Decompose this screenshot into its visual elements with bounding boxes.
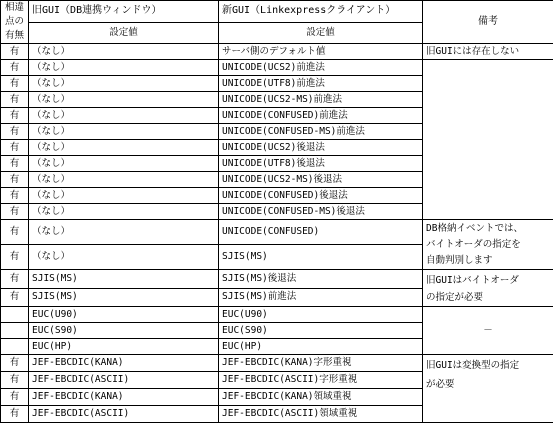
remark-line: バイトオーダの指定を (426, 237, 553, 253)
diff-cell: 有 (1, 406, 29, 423)
new-value-cell: UNICODE(CONFUSED-MS)前進法 (219, 124, 423, 140)
remark-cell: 旧GUIには存在しない (423, 44, 553, 60)
new-value-cell: UNICODE(CONFUSED)後退法 (219, 188, 423, 204)
diff-cell: 有 (1, 140, 29, 156)
new-value-cell: UNICODE(UTF8)後退法 (219, 156, 423, 172)
new-value-cell: UNICODE(UCS2)後退法 (219, 140, 423, 156)
remarks-header: 備考 (423, 1, 553, 44)
old-value-cell: （なし） (29, 76, 219, 92)
table-row (1, 270, 553, 289)
header-row (1, 1, 553, 23)
diff-cell: 有 (1, 245, 29, 270)
new-setting-header: 設定値 (219, 22, 423, 44)
old-value-cell: （なし） (29, 108, 219, 124)
old-value-cell: EUC(HP) (29, 339, 219, 355)
new-value-cell: UNICODE(UTF8)前進法 (219, 76, 423, 92)
diff-cell: 有 (1, 288, 29, 307)
remark-line: が必要 (426, 375, 553, 394)
old-value-cell: （なし） (29, 156, 219, 172)
diff-cell: 有 (1, 270, 29, 289)
new-value-cell: SJIS(MS)前進法 (219, 288, 423, 307)
diff-cell (1, 323, 29, 339)
old-gui-header: 旧GUI（DB連携ウィンドウ） (29, 1, 219, 23)
diff-cell: 有 (1, 156, 29, 172)
new-value-cell: サーバ側のデフォルト値 (219, 44, 423, 60)
diff-cell: 有 (1, 60, 29, 76)
remark-line: DB格納イベントでは、 (426, 221, 553, 237)
diff-cell (1, 307, 29, 323)
new-value-cell: SJIS(MS) (219, 245, 423, 270)
old-value-cell: JEF-EBCDIC(ASCII) (29, 372, 219, 389)
old-value-cell: （なし） (29, 220, 219, 245)
old-value-cell: （なし） (29, 92, 219, 108)
old-value-cell: （なし） (29, 204, 219, 220)
new-value-cell: UNICODE(CONFUSED)前進法 (219, 108, 423, 124)
table-row (1, 44, 553, 60)
remark-line: 自動判別します (426, 253, 553, 269)
diff-header-line: 相違 (1, 1, 28, 15)
diff-cell: 有 (1, 389, 29, 406)
old-setting-header: 設定値 (29, 22, 219, 44)
remark-cell-empty (423, 60, 553, 220)
new-value-cell: UNICODE(UCS2-MS)後退法 (219, 172, 423, 188)
new-value-cell: UNICODE(CONFUSED) (219, 220, 423, 245)
old-value-cell: （なし） (29, 172, 219, 188)
new-value-cell: UNICODE(UCS2-MS)前進法 (219, 92, 423, 108)
remark-cell (423, 355, 553, 423)
new-value-cell: EUC(U90) (219, 307, 423, 323)
old-value-cell: （なし） (29, 140, 219, 156)
old-value-cell: （なし） (29, 60, 219, 76)
diff-cell: 有 (1, 372, 29, 389)
remark-cell (423, 270, 553, 307)
old-value-cell: EUC(U90) (29, 307, 219, 323)
old-value-cell: SJIS(MS) (29, 288, 219, 307)
new-gui-header: 新GUI（Linkexpressクライアント） (219, 1, 423, 23)
diff-header-line: 有無 (1, 29, 28, 43)
new-value-cell: UNICODE(CONFUSED-MS)後退法 (219, 204, 423, 220)
old-value-cell: SJIS(MS) (29, 270, 219, 289)
old-value-cell: JEF-EBCDIC(KANA) (29, 389, 219, 406)
new-value-cell: JEF-EBCDIC(KANA)領域重視 (219, 389, 423, 406)
diff-header-line: 点の (1, 15, 28, 29)
new-value-cell: EUC(HP) (219, 339, 423, 355)
table-row (1, 60, 553, 76)
table-row (1, 355, 553, 372)
old-value-cell: （なし） (29, 188, 219, 204)
diff-cell: 有 (1, 355, 29, 372)
diff-cell: 有 (1, 108, 29, 124)
diff-header (1, 1, 29, 44)
remark-line: の指定が必要 (426, 289, 553, 306)
old-value-cell: （なし） (29, 44, 219, 60)
diff-cell: 有 (1, 220, 29, 245)
remark-cell (423, 220, 553, 270)
new-value-cell: SJIS(MS)後退法 (219, 270, 423, 289)
table-row (1, 220, 553, 245)
new-value-cell: JEF-EBCDIC(ASCII)領域重視 (219, 406, 423, 423)
old-value-cell: EUC(S90) (29, 323, 219, 339)
diff-cell: 有 (1, 44, 29, 60)
diff-cell: 有 (1, 172, 29, 188)
new-value-cell: EUC(S90) (219, 323, 423, 339)
new-value-cell: JEF-EBCDIC(KANA)字形重視 (219, 355, 423, 372)
diff-cell: 有 (1, 204, 29, 220)
remark-line: 旧GUIは変換型の指定 (426, 356, 553, 375)
diff-cell: 有 (1, 188, 29, 204)
old-value-cell: JEF-EBCDIC(KANA) (29, 355, 219, 372)
diff-cell: 有 (1, 124, 29, 140)
new-value-cell: JEF-EBCDIC(ASCII)字形重視 (219, 372, 423, 389)
old-value-cell: （なし） (29, 245, 219, 270)
remark-line: 旧GUIはバイトオーダ (426, 272, 553, 289)
remark-cell: － (423, 307, 553, 355)
diff-cell (1, 339, 29, 355)
new-value-cell: UNICODE(UCS2)前進法 (219, 60, 423, 76)
old-value-cell: JEF-EBCDIC(ASCII) (29, 406, 219, 423)
old-value-cell: （なし） (29, 124, 219, 140)
diff-cell: 有 (1, 76, 29, 92)
diff-cell: 有 (1, 92, 29, 108)
table-row (1, 307, 553, 323)
